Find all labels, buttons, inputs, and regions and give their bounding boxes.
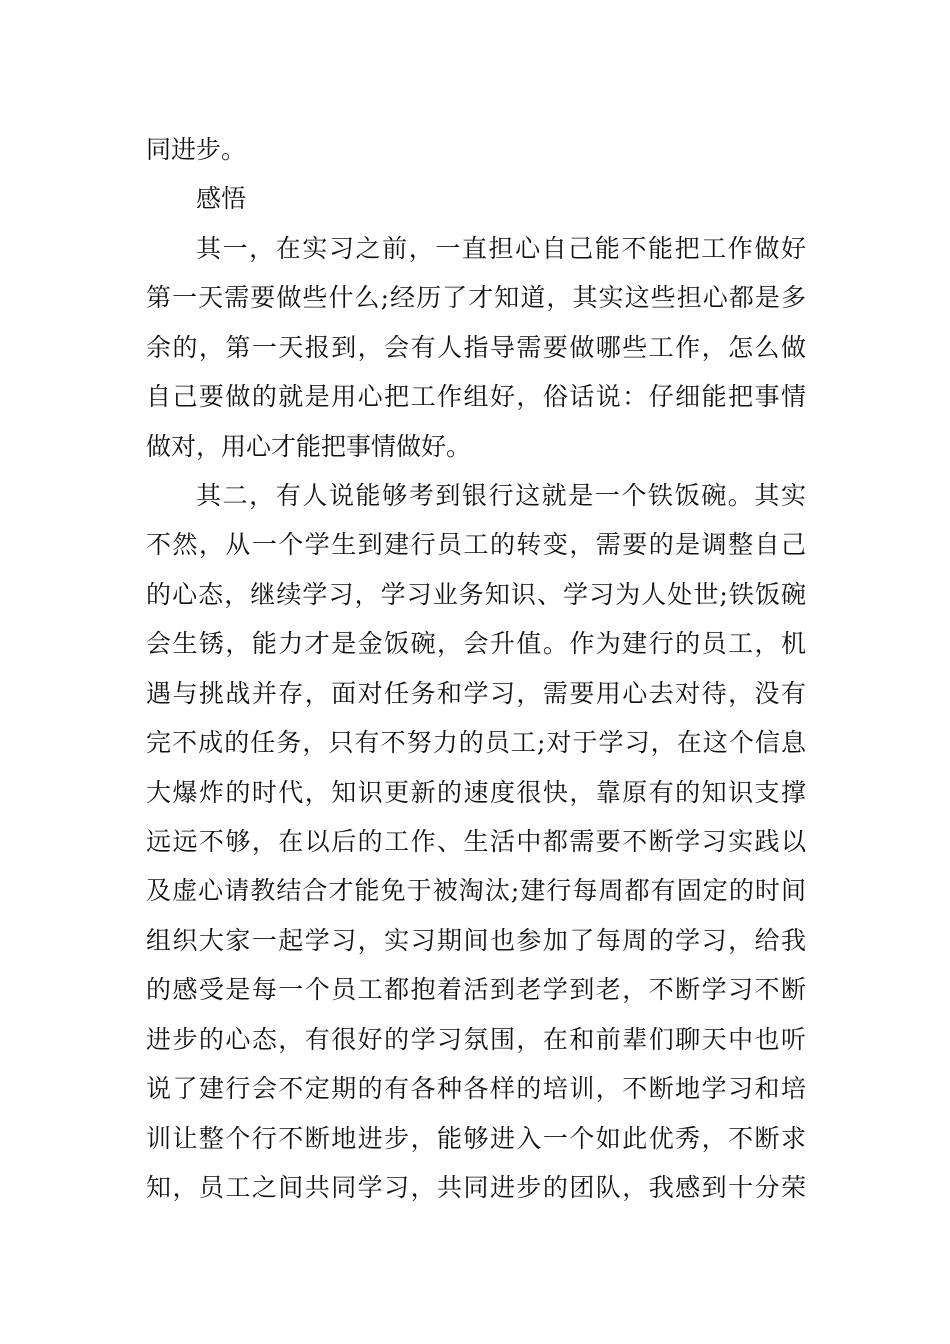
text-line: 遇与挑战并存，面对任务和学习，需要用心去对待，没有 <box>146 679 806 708</box>
text-line: 知，员工之间共同学习，共同进步的团队，我感到十分荣 <box>146 1173 806 1202</box>
text-line: 的心态，继续学习，学习业务知识、学习为人处世;铁饭碗 <box>146 580 806 609</box>
text-line: 做对，用心才能把事情做好。 <box>146 432 472 461</box>
section-heading: 感悟 <box>196 184 247 213</box>
text-line: 会生锈，能力才是金饭碗，会升值。作为建行的员工，机 <box>146 629 806 658</box>
text-line: 进步的心态，有很好的学习氛围，在和前辈们聊天中也听 <box>146 1025 806 1054</box>
text-line: 大爆炸的时代，知识更新的速度很快，靠原有的知识支撑 <box>146 778 806 807</box>
text-line: 的感受是每一个员工都抱着活到老学到老，不断学习不断 <box>146 975 806 1004</box>
text-line: 同进步。 <box>146 135 247 164</box>
text-line: 余的，第一天报到，会有人指导需要做哪些工作，怎么做 <box>146 333 806 362</box>
text-line: 其一，在实习之前，一直担心自己能不能把工作做好 <box>196 234 806 263</box>
text-line: 远远不够，在以后的工作、生活中都需要不断学习实践以 <box>146 827 806 856</box>
text-line: 第一天需要做些什么;经历了才知道，其实这些担心都是多 <box>146 283 806 312</box>
text-line: 不然，从一个学生到建行员工的转变，需要的是调整自己 <box>146 530 806 559</box>
text-line: 说了建行会不定期的有各种各样的培训，不断地学习和培 <box>146 1074 806 1103</box>
text-line: 及虚心请教结合才能免于被淘汰;建行每周都有固定的时间 <box>146 876 806 905</box>
text-line: 其二，有人说能够考到银行这就是一个铁饭碗。其实 <box>196 481 806 510</box>
text-line: 训让整个行不断地进步，能够进入一个如此优秀，不断求 <box>146 1124 806 1153</box>
text-line: 完不成的任务，只有不努力的员工;对于学习，在这个信息 <box>146 728 806 757</box>
text-line: 自己要做的就是用心把工作组好，俗话说：仔细能把事情 <box>146 382 806 411</box>
text-line: 组织大家一起学习，实习期间也参加了每周的学习，给我 <box>146 926 806 955</box>
